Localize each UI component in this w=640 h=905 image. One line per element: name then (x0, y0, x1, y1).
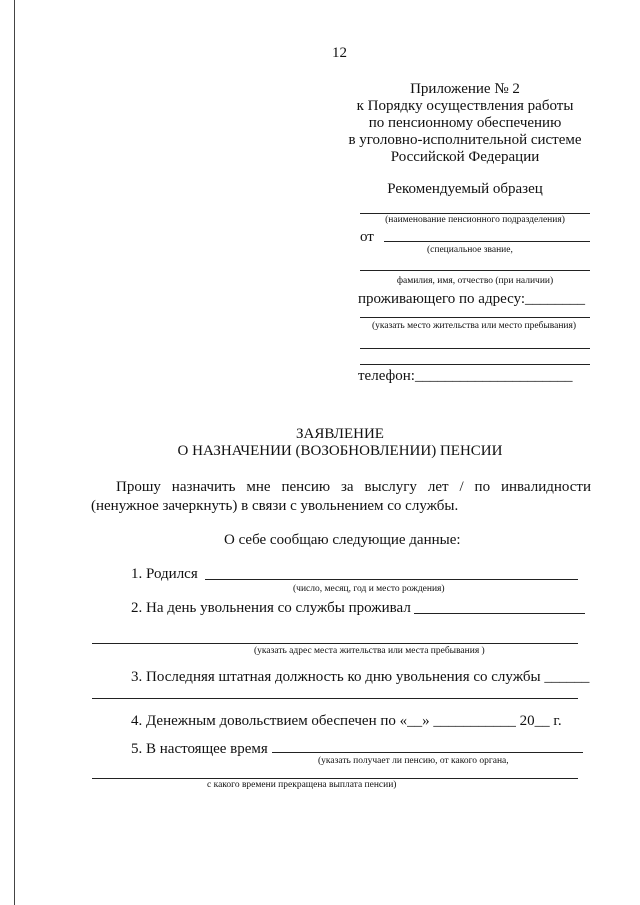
name-hint: фамилия, имя, отчество (при наличии) (396, 276, 554, 286)
item-5-line-2[interactable] (92, 778, 578, 779)
item-1-hint: (число, месяц, год и место рождения) (293, 584, 445, 594)
intro-text: О себе сообщаю следующие данные: (224, 532, 461, 548)
appendix-line-1: Приложение № 2 (410, 81, 520, 97)
sample-label: Рекомендуемый образец (387, 181, 543, 197)
item-3-label: 3. Последняя штатная должность ко дню увольнения со службы ______ (131, 669, 590, 685)
item-2-hint: (указать адрес места жительства или места пребывания ) (254, 646, 485, 656)
rank-hint: (специальное звание, (427, 245, 513, 255)
name-line[interactable] (360, 270, 590, 271)
page-number: 12 (332, 45, 347, 61)
from-line[interactable] (384, 241, 590, 242)
statement-subtitle: О НАЗНАЧЕНИИ (ВОЗОБНОВЛЕНИИ) ПЕНСИИ (177, 443, 503, 459)
item-5-hint: (указать получает ли пенсию, от какого органа, (318, 756, 509, 766)
statement-title: ЗАЯВЛЕНИЕ (296, 426, 384, 442)
item-5-hint-2: с какого времени прекращена выплата пенсии) (207, 780, 397, 790)
item-1-line[interactable] (205, 579, 578, 580)
pension-unit-hint: (наименование пенсионного подразделения) (385, 215, 565, 225)
item-3-line[interactable] (92, 698, 578, 699)
item-4-label: 4. Денежным довольствием обеспечен по «__» ___________ 20__ г. (131, 713, 562, 729)
appendix-line-2: к Порядку осуществления работы (356, 98, 574, 114)
request-paragraph: Прошу назначить мне пенсию за выслугу лет / по инвалидности (ненужное зачеркнуть) в связи с увольнением со службы. (91, 479, 591, 514)
page-edge (14, 0, 15, 905)
appendix-line-4: в уголовно-исполнительной системе (348, 132, 582, 148)
item-2-line-2[interactable] (92, 643, 578, 644)
appendix-line-3: по пенсионному обеспечению (368, 115, 562, 131)
item-2-label: 2. На день увольнения со службы проживал (131, 600, 411, 616)
phone-label: телефон:_____________________ (358, 368, 573, 384)
from-label: от (360, 229, 374, 245)
pension-unit-line[interactable] (360, 213, 590, 214)
address-hint: (указать место жительства или место пребывания) (371, 321, 577, 331)
address-line-2[interactable] (360, 348, 590, 349)
appendix-line-5: Российской Федерации (390, 149, 540, 165)
address-line-3[interactable] (360, 364, 590, 365)
item-5-label: 5. В настоящее время (131, 741, 268, 757)
item-1-label: 1. Родился (131, 566, 198, 582)
address-label: проживающего по адресу:________ (358, 291, 586, 307)
item-5-line[interactable] (272, 752, 583, 753)
address-line-1[interactable] (360, 317, 590, 318)
item-2-line[interactable] (414, 613, 585, 614)
